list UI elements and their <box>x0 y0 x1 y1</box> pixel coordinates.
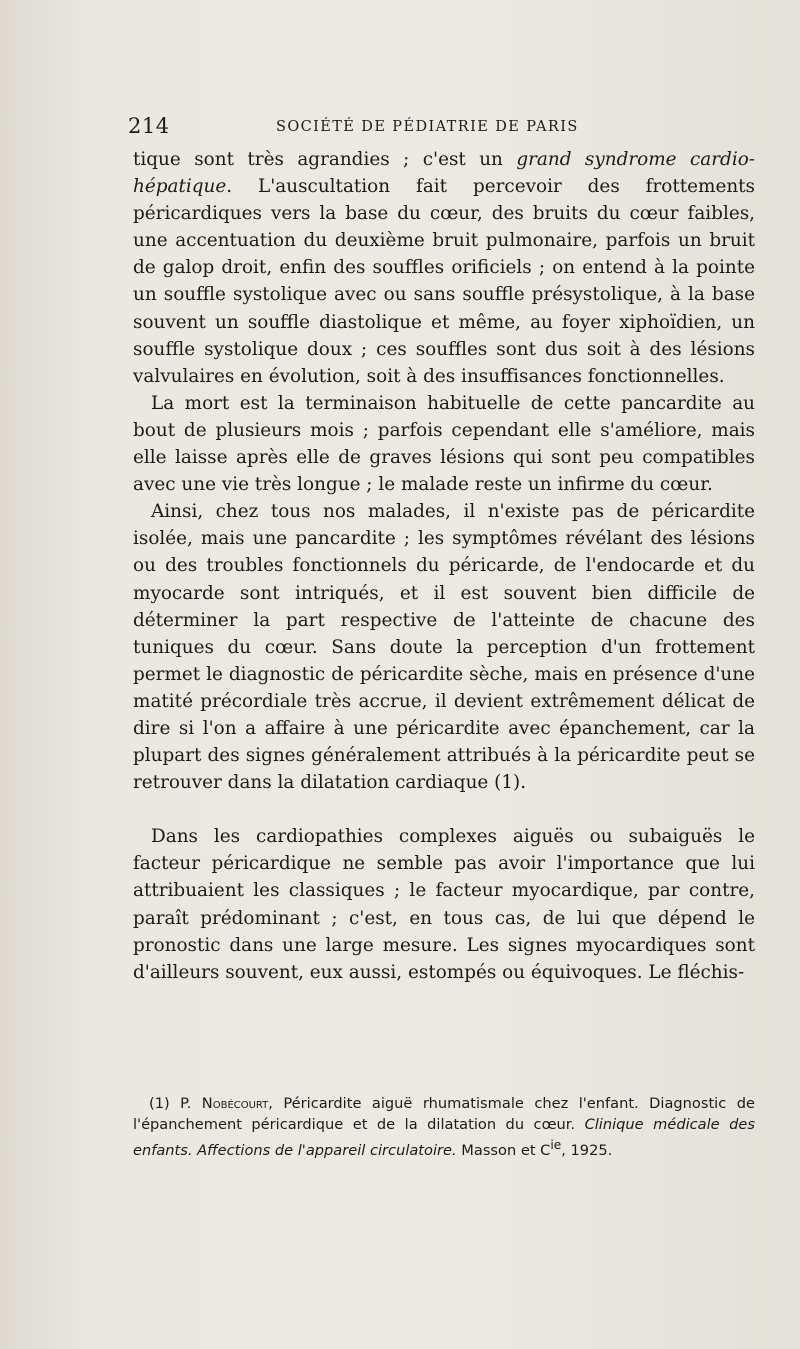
page-header <box>128 114 760 144</box>
footnote-text-3: , 1925. <box>561 1141 613 1159</box>
footnote-text-2: Masson et C <box>456 1141 551 1159</box>
footnote-italic-title: Clinique médicale des enfants. Affections de l'appareil circulatoire. <box>133 1115 755 1159</box>
footnote <box>133 1094 755 1161</box>
paragraph-1-text-a: tique sont très agrandies ; c'est un <box>133 149 517 170</box>
running-head: SOCIÉTÉ DE PÉDIATRIE DE PARIS <box>276 119 579 135</box>
paragraph-1 <box>133 146 755 390</box>
footnote-text-1: , Péricardite aiguë rhumatismale chez l'enfant. Diagnostic de l'épanchement péricardique et de la dilatation du cœur. <box>133 1095 755 1133</box>
footnote-superscript: ie <box>550 1138 562 1152</box>
footnote-1 <box>133 1094 755 1161</box>
paragraph-2: La mort est la terminaison habituelle de cette pancardite au bout de plusieurs mois ; parfois cependant elle s'améliore, mais elle laisse après elle de graves lésions qui sont peu compatibles avec une vie très longue ; le malade reste un infirme du cœur. <box>133 392 755 496</box>
paragraph-1-text-c: . L'auscultation fait percevoir des frottements péricardiques vers la base du cœur, des bruits du cœur faibles, une accentuation du deuxième bruit pulmonaire, parfois un bruit de galop droit, enfin des souffles orificiels ; on entend à la pointe un souffle systolique avec ou sans souffle présystolique, à la base souvent un souffle diastolique et même, au foyer xiphoïdien, un souffle systolique doux ; ces souffles sont dus soit à des lésions valvulaires en évolution, soit à des insuffisances fonctionnelles. <box>133 176 755 387</box>
paragraph-3: Ainsi, chez tous nos malades, il n'existe pas de péricardite isolée, mais une pancardite ; les symptômes révélant des lésions ou des troubles fonctionnels du péricarde, de l'endocarde et du myocarde sont intriqués, et il est souvent bien difficile de déterminer la part respective de l'atteinte de chacune des tuniques du cœur. Sans doute la perception d'un frottement permet le diagnostic de péricardite sèche, mais en présence d'une matité précordiale très accrue, il devient extrêmement délicat de dire si l'on a affaire à une péricardite avec épanchement, car la plupart des signes généralement attribués à la péricardite peut se retrouver dans la dilatation cardiaque (1). <box>133 501 755 794</box>
paragraph-4: Dans les cardiopathies complexes aiguës ou subaiguës le facteur péricardique ne semble pas avoir l'importance que lui attribuaient les classiques ; le facteur myocardique, par contre, paraît prédominant ; c'est, en tous cas, de lui que dépend le pronostic dans une large mesure. Les signes myocardiques sont d'ailleurs souvent, eux aussi, estompés ou équivoques. Le fléchis- <box>133 826 755 983</box>
body-text <box>133 146 755 986</box>
footnote-author: Nobécourt <box>201 1095 269 1112</box>
page-number: 214 <box>128 114 170 138</box>
paragraph-gap <box>133 796 755 823</box>
footnote-marker: (1) P. <box>149 1095 202 1112</box>
paragraph-1-italic: grand syndrome cardio-hépatique <box>133 149 755 198</box>
